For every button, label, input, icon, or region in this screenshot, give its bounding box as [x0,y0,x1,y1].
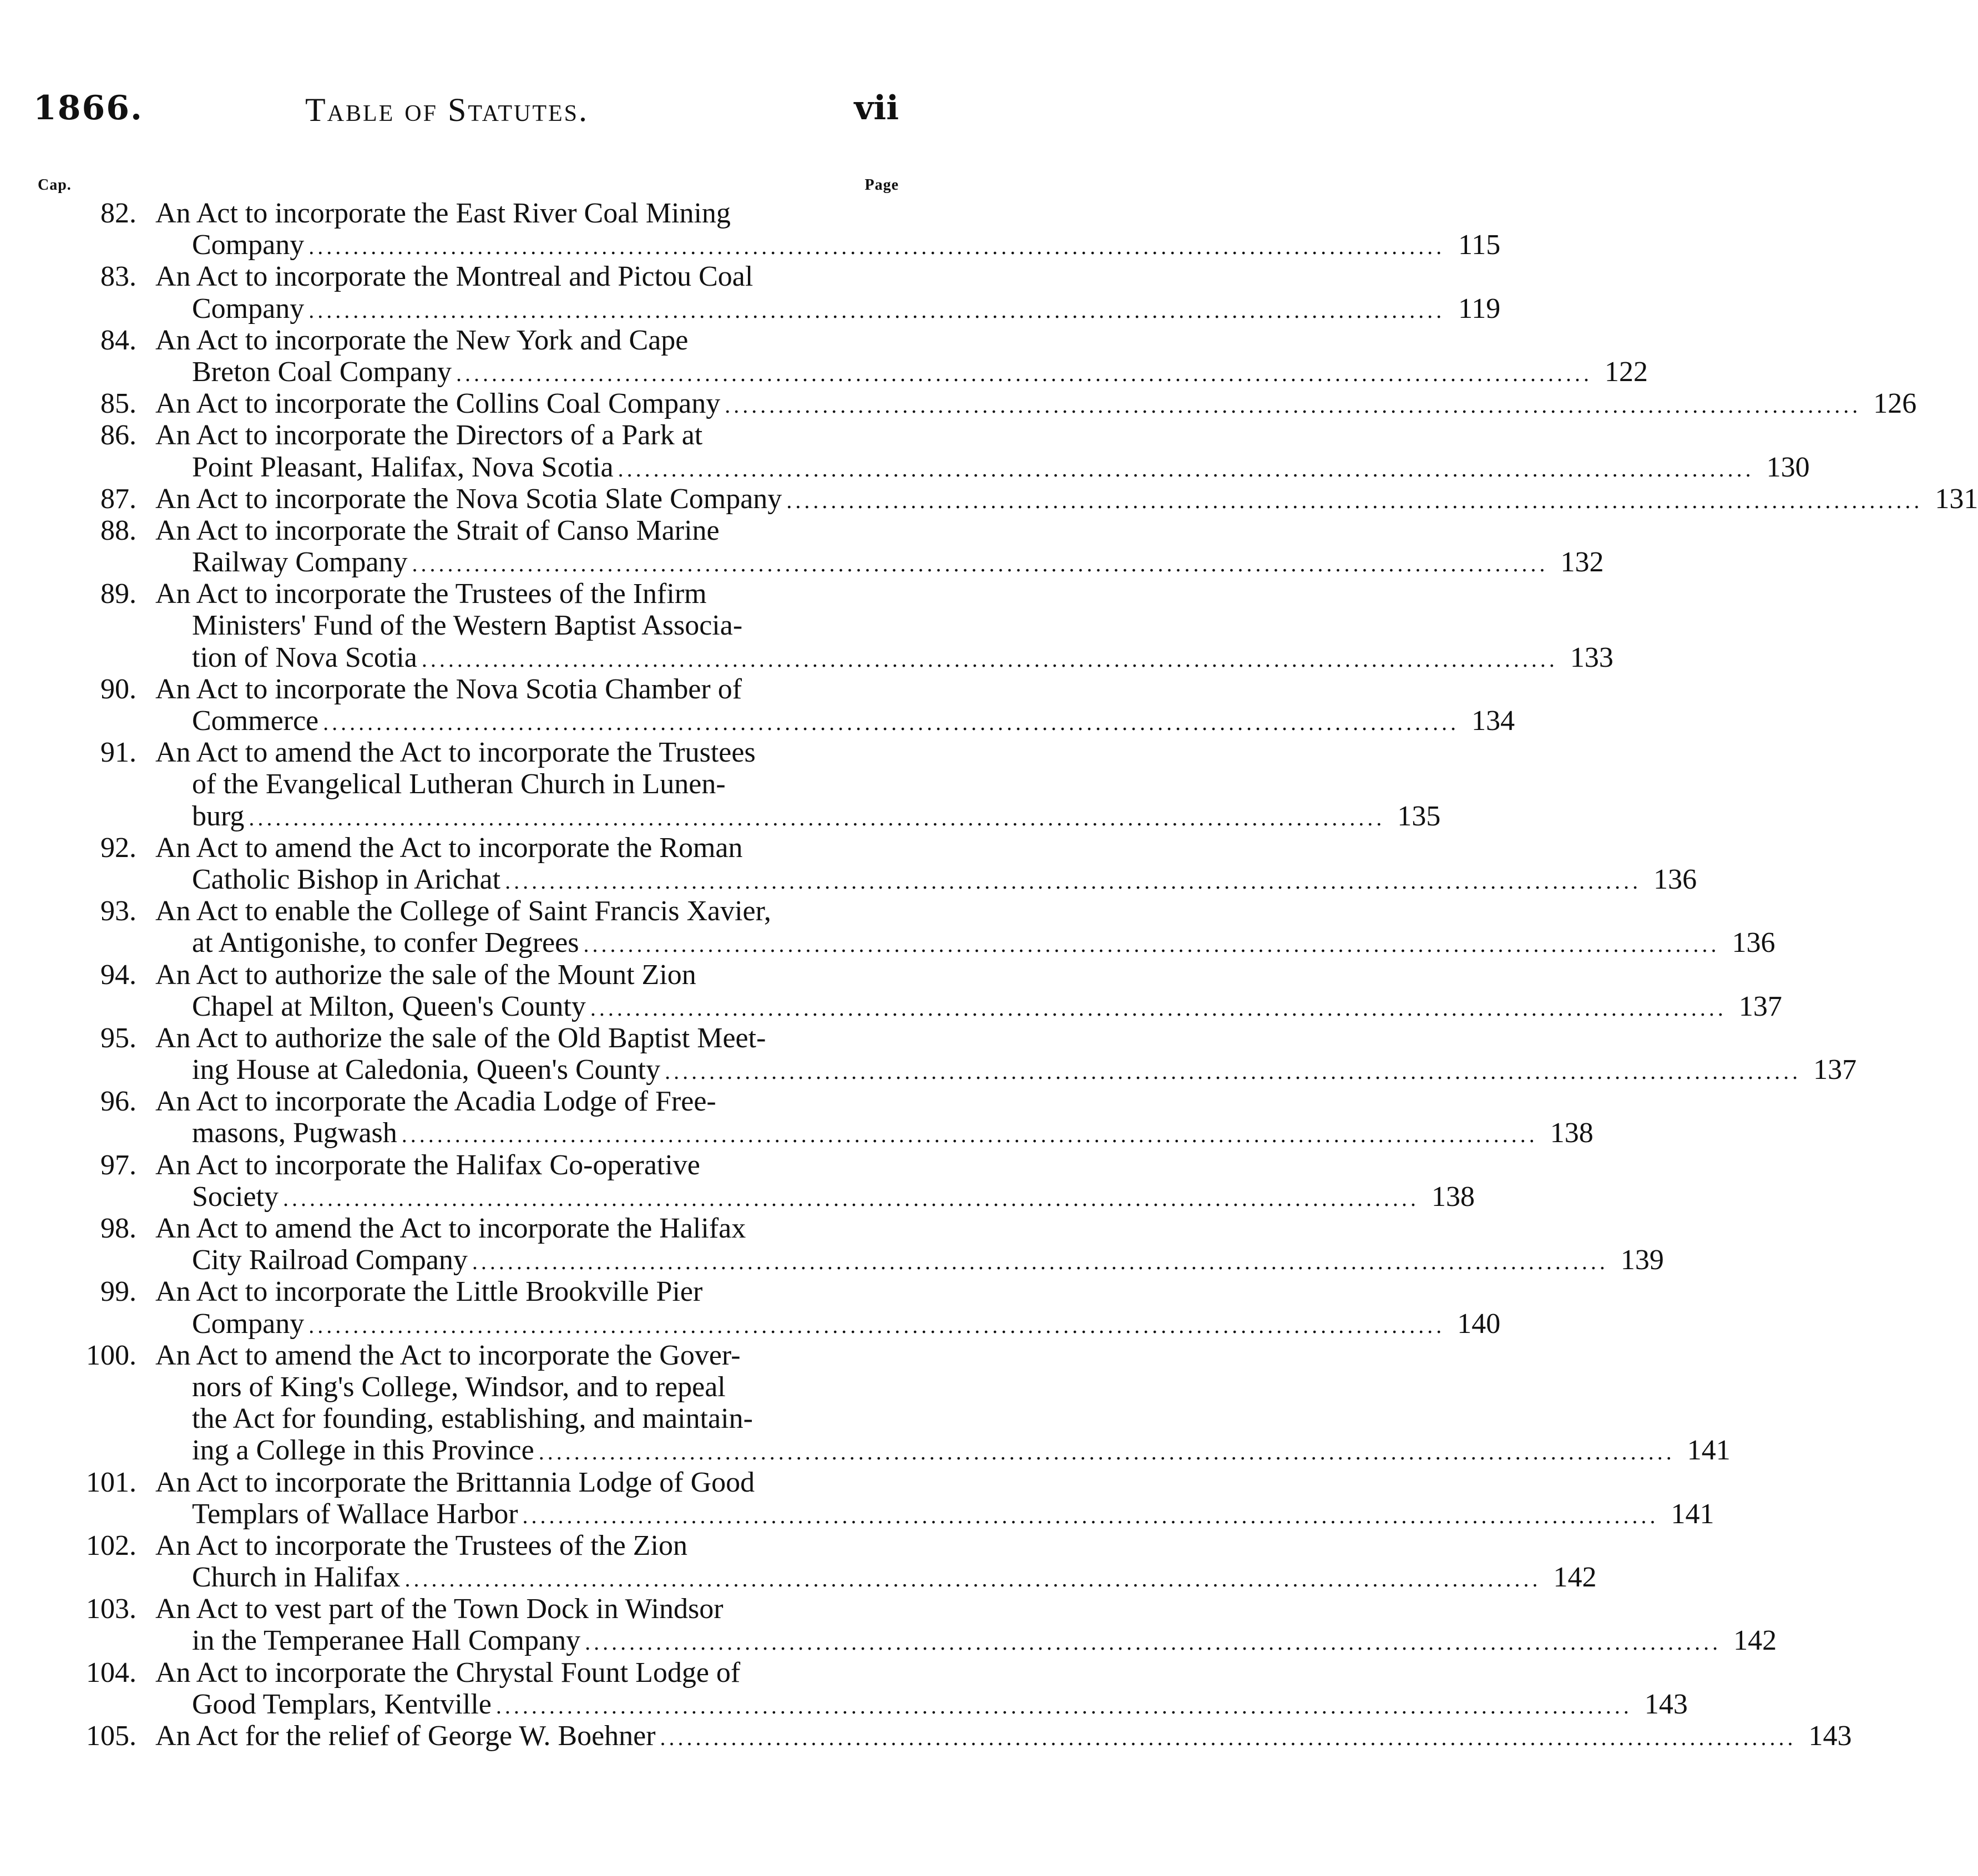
statute-title-line: An Act to authorize the sale of the Mount Zion [155,959,696,991]
page-reference: 115 [1458,229,1501,261]
statute-entry [22,388,1917,420]
statute-title-line: An Act to incorporate the Nova Scotia Chamber of [155,673,742,705]
statute-entry [22,324,1648,388]
statute-final-line [192,1117,1593,1149]
page-reference: 139 [1620,1244,1664,1276]
chapter-number: 95. [100,1022,136,1054]
statute-final-line [192,641,1613,673]
dot-leader: ................................................................................................................................ [404,1566,1541,1592]
statute-title-line: An Act to incorporate the New York and Cape [155,324,689,356]
page-reference: 133 [1570,641,1613,673]
page-reference: 122 [1604,356,1648,388]
statute-final-line [192,863,1697,895]
statute-title-line: Templars of Wallace Harbor [192,1498,518,1530]
statute-title-line: An Act to incorporate the Brittannia Lodge of Good [155,1466,755,1498]
statute-entry [22,578,1613,673]
statute-title-line: at Antigonishe, to confer Degrees [192,927,579,959]
statute-entry [22,895,1775,959]
statute-title-line: Company [192,229,305,261]
chapter-number: 99. [100,1276,136,1308]
page-reference: 131 [1935,483,1978,515]
cap-column-heading: Cap. [38,176,72,194]
statute-final-line [192,229,1501,261]
dot-leader: ................................................................................................................................ [618,456,1754,481]
chapter-number: 90. [100,673,136,705]
statute-title-line: An Act to amend the Act to incorporate the Roman [155,831,743,864]
statute-final-line [192,1244,1664,1276]
page-reference: 141 [1687,1434,1731,1467]
statute-final-line [155,483,1978,515]
statute-final-line [192,1625,1777,1657]
chapter-number: 96. [100,1086,136,1118]
statute-title-line: Church in Halifax [192,1561,401,1594]
page-reference: 135 [1397,800,1441,832]
statute-entry [22,197,1501,261]
dot-leader: ................................................................................................................................ [421,646,1558,672]
statute-title-line: burg [192,800,245,832]
statute-title-line: Good Templars, Kentville [192,1688,492,1720]
statute-title-line: Commerce [192,705,319,737]
page-reference: 126 [1873,388,1917,420]
chapter-number: 105. [86,1720,136,1752]
dot-leader: ................................................................................................................................ [472,1249,1608,1275]
statute-title-line: Society [192,1180,279,1213]
statute-title-line: Company [192,1307,305,1340]
chapter-number: 102. [86,1529,136,1561]
statute-final-line [192,1688,1688,1720]
statute-title-line: tion of Nova Scotia [192,641,417,673]
page-reference: 141 [1671,1498,1714,1530]
statute-entry [22,1086,1593,1149]
dot-leader: ................................................................................................................................ [308,297,1445,323]
statute-title-line: An Act to enable the College of Saint Francis Xavier, [155,895,771,927]
page-reference: 119 [1458,292,1501,325]
statute-title-line: An Act to incorporate the Montreal and Pictou Coal [155,261,753,293]
dot-leader: ................................................................................................................................ [585,1630,1722,1655]
dot-leader: ................................................................................................................................ [412,551,1549,577]
chapter-number: 98. [100,1213,136,1244]
statute-entry [22,831,1697,895]
statute-entry [22,959,1782,1022]
page-reference: 137 [1813,1054,1857,1086]
statute-title-line: An Act to incorporate the Halifax Co-operative [155,1149,700,1181]
page-column-heading: Page [864,176,899,194]
statute-title-line: An Act to amend the Act to incorporate the Trustees [155,737,756,769]
statute-final-line [192,1498,1714,1530]
statute-title-line: in the Temperanee Hall Company [192,1625,581,1657]
chapter-number: 104. [86,1656,136,1689]
statute-title-line: of the Evangelical Lutheran Church in Lunen- [192,768,726,800]
statute-title-line: An Act to incorporate the Directors of a Park at [155,419,703,452]
page-reference: 136 [1653,863,1697,895]
statute-entry [22,419,1810,483]
chapter-number: 87. [100,483,136,515]
statute-entry [22,737,1441,832]
chapter-number: 103. [86,1593,136,1625]
dot-leader: ................................................................................................................................ [786,488,1923,513]
page-reference: 134 [1471,705,1515,737]
dot-leader: ................................................................................................................................ [456,361,1592,386]
statute-title-line: nors of King's College, Windsor, and to repeal [192,1371,726,1403]
statute-title-line: An Act to incorporate the Trustees of the Infirm [155,578,707,610]
page-reference: 143 [1644,1688,1688,1720]
chapter-number: 94. [100,959,136,991]
statute-entry [22,483,1978,515]
column-headings [38,176,899,199]
page-reference: 138 [1431,1180,1475,1213]
statute-title-line: Railway Company [192,546,408,579]
statute-title-line: ing House at Caledonia, Queen's County [192,1054,661,1086]
chapter-number: 97. [100,1149,136,1181]
dot-leader: ................................................................................................................................ [660,1725,1797,1750]
chapter-number: 89. [100,578,136,610]
chapter-number: 91. [100,737,136,769]
statute-entry [22,1720,1852,1752]
header-year: 1866. [33,89,143,128]
statute-entry [22,1213,1664,1276]
dot-leader: ................................................................................................................................ [401,1122,1538,1148]
running-header [33,89,899,150]
statute-final-line [192,1434,1731,1467]
dot-leader: ................................................................................................................................ [725,393,1861,418]
page-reference: 132 [1560,546,1604,579]
statute-final-line [192,1561,1597,1594]
chapter-number: 100. [86,1339,136,1371]
statute-final-line [192,356,1648,388]
statute-title-line: An Act to incorporate the Nova Scotia Slate Company [155,483,782,515]
statute-final-line [192,546,1604,579]
chapter-number: 84. [100,324,136,356]
statute-entry [22,1529,1597,1594]
statute-title-line: An Act to amend the Act to incorporate the Gover- [155,1339,741,1371]
statute-title-line: An Act to incorporate the East River Coal Mining [155,197,731,229]
statute-title-line: masons, Pugwash [192,1117,397,1149]
statute-title-line: City Railroad Company [192,1244,468,1276]
chapter-number: 86. [100,419,136,452]
page-reference: 138 [1550,1117,1593,1149]
page-reference: 140 [1457,1307,1501,1340]
statute-title-line: Catholic Bishop in Arichat [192,863,501,895]
statute-final-line [192,1307,1501,1340]
statute-entry [22,1276,1501,1340]
statute-final-line [192,1180,1475,1213]
statute-list [22,197,1978,1752]
dot-leader: ................................................................................................................................ [590,995,1727,1021]
dot-leader: ................................................................................................................................ [495,1693,1632,1718]
statute-title-line: An Act to incorporate the Acadia Lodge of Free- [155,1086,716,1118]
page-reference: 137 [1738,990,1782,1022]
statute-title-line: An Act to incorporate the Trustees of the Zion [155,1529,687,1561]
dot-leader: ................................................................................................................................ [249,805,1385,830]
statute-final-line [155,388,1917,420]
chapter-number: 83. [100,261,136,293]
statute-title-line: Breton Coal Company [192,356,452,388]
statute-title-line: Point Pleasant, Halifax, Nova Scotia [192,451,614,483]
chapter-number: 92. [100,831,136,864]
statute-title-line: Company [192,292,305,325]
statute-entry [22,1022,1857,1086]
dot-leader: ................................................................................................................................ [308,1312,1445,1338]
dot-leader: ................................................................................................................................ [323,710,1460,735]
page-reference: 142 [1553,1561,1597,1594]
statute-final-line [192,1054,1857,1086]
statute-title-line: ing a College in this Province [192,1434,534,1467]
statute-title-line: Ministers' Fund of the Western Baptist Associa- [192,610,743,642]
dot-leader: ................................................................................................................................ [538,1439,1675,1465]
statute-entry [22,1466,1714,1530]
statute-title-line: An Act to amend the Act to incorporate the Halifax [155,1213,746,1244]
statute-entry [22,261,1501,325]
dot-leader: ................................................................................................................................ [282,1185,1419,1211]
page-reference: 136 [1732,927,1775,959]
dot-leader: ................................................................................................................................ [505,868,1642,894]
statute-entry [22,1656,1688,1720]
dot-leader: ................................................................................................................................ [583,932,1720,957]
dot-leader: ................................................................................................................................ [308,234,1445,260]
statute-entry [22,1339,1731,1467]
statute-final-line [192,927,1775,959]
statute-title-line: An Act to vest part of the Town Dock in Windsor [155,1593,724,1625]
statute-title-line: the Act for founding, establishing, and maintain- [192,1403,753,1435]
chapter-number: 101. [86,1466,136,1498]
statute-title-line: An Act for the relief of George W. Boehner [155,1720,656,1752]
page-reference: 130 [1766,451,1810,483]
statute-title-line: An Act to authorize the sale of the Old Baptist Meet- [155,1022,766,1054]
header-page-number: vii [854,89,899,128]
statute-title-line: An Act to incorporate the Strait of Canso Marine [155,514,720,546]
statute-final-line [192,292,1501,325]
statute-entry [22,514,1604,579]
page-reference: 143 [1808,1720,1852,1752]
dot-leader: ................................................................................................................................ [522,1503,1659,1528]
statute-final-line [192,800,1441,832]
chapter-number: 93. [100,895,136,927]
header-title: Table of Statutes. [305,92,589,128]
dot-leader: ................................................................................................................................ [665,1059,1802,1084]
statute-final-line [155,1720,1852,1752]
statute-title-line: Chapel at Milton, Queen's County [192,990,586,1022]
chapter-number: 85. [100,388,136,420]
statute-entry [22,1593,1777,1657]
statute-title-line: An Act to incorporate the Little Brookville Pier [155,1276,703,1308]
statute-final-line [192,705,1515,737]
chapter-number: 82. [100,197,136,229]
page-reference: 142 [1733,1625,1777,1657]
chapter-number: 88. [100,514,136,546]
statute-entry [22,1149,1475,1213]
statute-final-line [192,451,1810,483]
statute-title-line: An Act to incorporate the Collins Coal Company [155,388,721,420]
statute-final-line [192,990,1782,1022]
statute-title-line: An Act to incorporate the Chrystal Fount Lodge of [155,1656,741,1689]
statute-entry [22,673,1515,737]
